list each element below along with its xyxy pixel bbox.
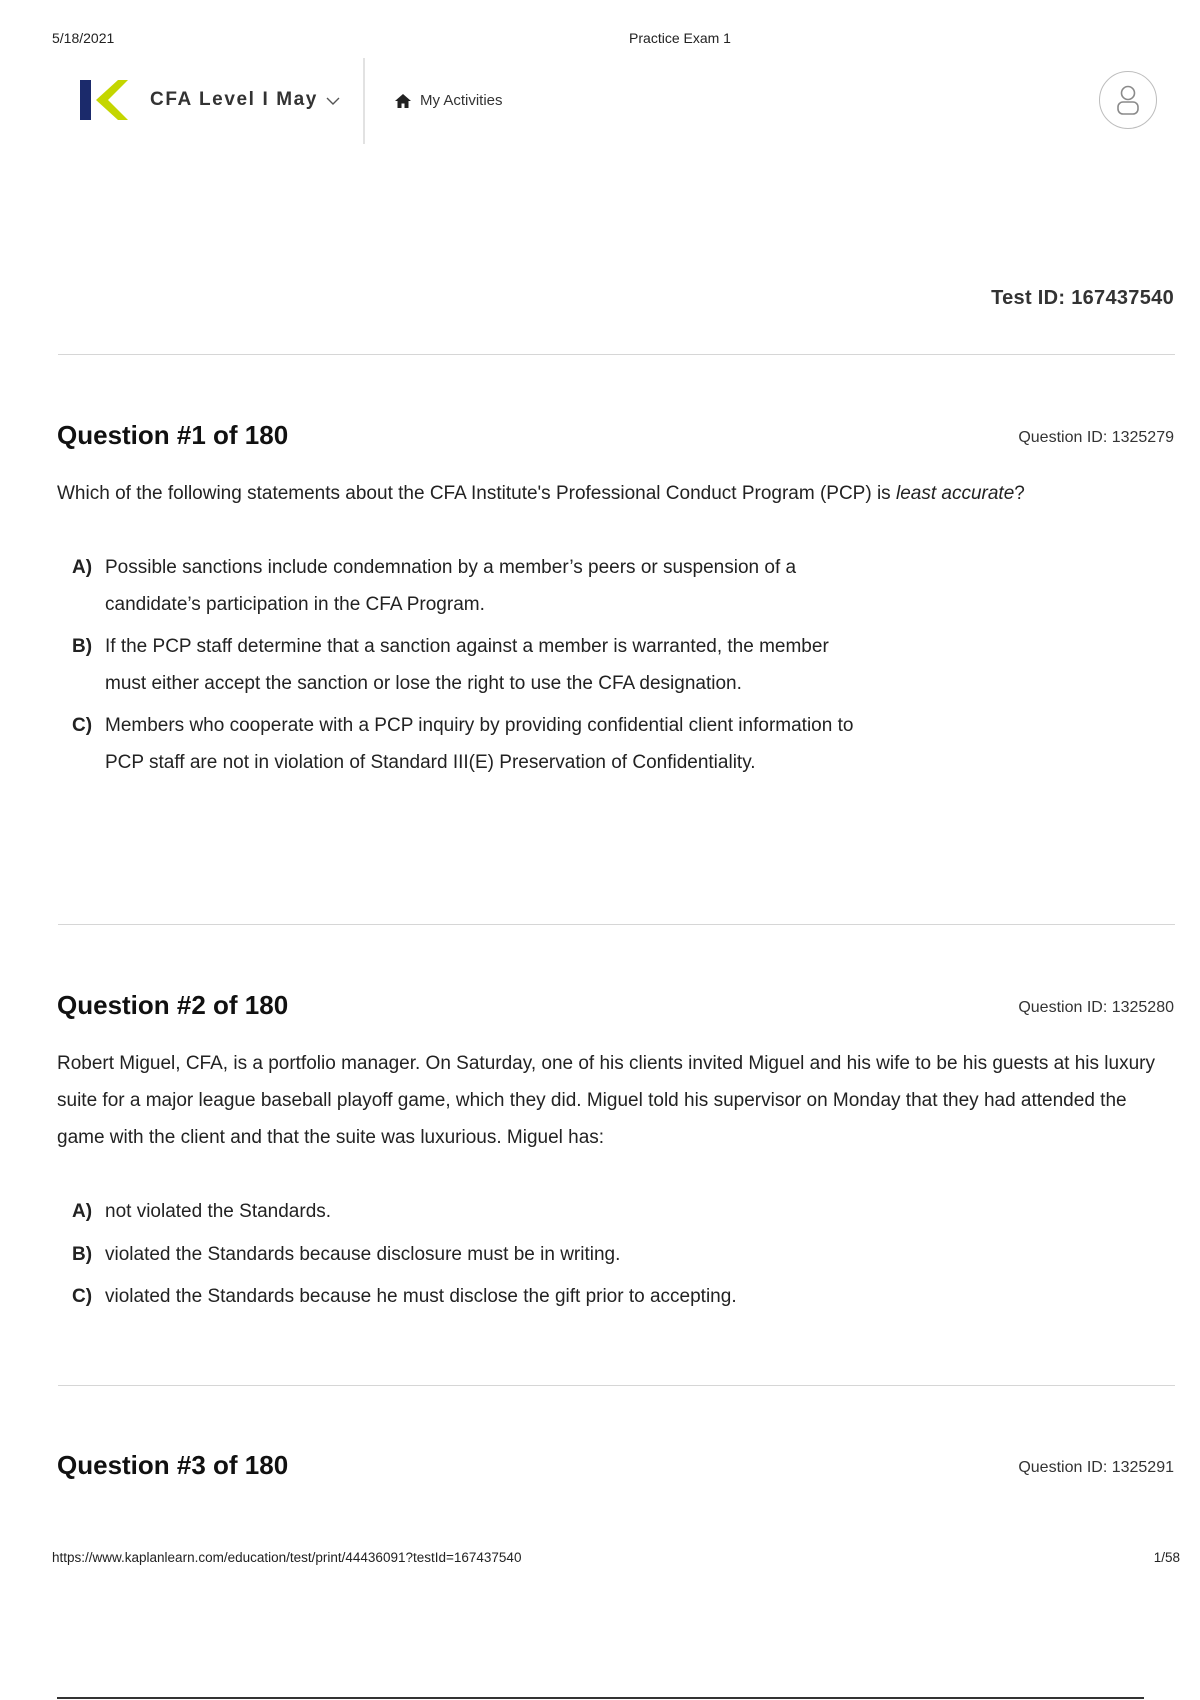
user-icon	[1115, 84, 1141, 116]
page-number: 1/58	[1153, 1550, 1180, 1565]
question-title: Question #2 of 180	[57, 990, 289, 1020]
option-letter: A)	[72, 557, 93, 578]
divider	[58, 924, 1175, 925]
question-title: Question #3 of 180	[57, 1450, 289, 1480]
kaplan-k-logo[interactable]	[80, 78, 128, 122]
question-stem: Robert Miguel, CFA, is a portfolio manager. On Saturday, one of his clients invited Miguel and his wife to be his guests at his luxury suite for a major league baseball playoff game, which they did. Miguel told his supervisor on Monday that they had attended the game with the client and that the suite was luxurious. Miguel has:	[57, 1053, 1155, 1148]
nav-divider	[363, 58, 365, 144]
home-icon	[394, 93, 412, 109]
course-selector[interactable]	[150, 89, 340, 111]
answer-option-b[interactable]	[72, 629, 872, 702]
answer-options	[72, 550, 872, 787]
page-bottom-rule	[57, 1697, 1144, 1699]
my-activities-link[interactable]	[394, 92, 503, 109]
answer-option-c[interactable]	[72, 708, 872, 781]
question-id: Question ID: 1325280	[1018, 999, 1174, 1016]
option-letter: B)	[72, 1243, 93, 1265]
question-stem: Which of the following statements about the CFA Institute's Professional Conduct Program (PCP) is least accurate?	[57, 483, 1025, 504]
option-letter: C)	[72, 1286, 93, 1307]
option-text: If the PCP staff determine that a sanction against a member is warranted, the member must either accept the sanction or lose the right to use the CFA designation.	[105, 636, 829, 694]
print-date: 5/18/2021	[52, 30, 115, 46]
option-text: not violated the Standards.	[105, 1201, 332, 1222]
divider	[58, 1385, 1175, 1386]
question-title: Question #1 of 180	[57, 420, 289, 450]
answer-option-c[interactable]	[72, 1279, 872, 1316]
option-letter: B)	[72, 636, 93, 657]
stem-emphasis: least accurate	[895, 483, 1015, 504]
my-activities-label: My Activities	[420, 92, 503, 109]
chevron-down-icon	[326, 97, 340, 106]
answer-option-a[interactable]	[72, 550, 872, 623]
kaplan-logo-icon	[80, 78, 128, 122]
option-text: Possible sanctions include condemnation by a member’s peers or suspension of a candidate’s participation in the CFA Program.	[105, 557, 797, 615]
print-title: Practice Exam 1	[629, 30, 731, 46]
user-avatar-button[interactable]	[1099, 71, 1157, 129]
answer-option-b[interactable]	[72, 1237, 872, 1274]
question-id: Question ID: 1325291	[1018, 1459, 1174, 1476]
option-text: violated the Standards because he must disclose the gift prior to accepting.	[105, 1286, 737, 1307]
answer-options	[72, 1194, 872, 1322]
option-letter: A)	[72, 1201, 93, 1222]
option-letter: C)	[72, 715, 93, 736]
question-id: Question ID: 1325279	[1018, 429, 1174, 446]
option-text: Members who cooperate with a PCP inquiry by providing confidential client information to PCP staff are not in violation of Standard III(E) Preservation of Confidentiality.	[105, 715, 854, 773]
course-label: CFA Level I May	[150, 89, 318, 110]
option-text: violated the Standards because disclosure must be in writing.	[105, 1243, 621, 1265]
answer-option-a[interactable]	[72, 1194, 872, 1231]
footer-url: https://www.kaplanlearn.com/education/test/print/44436091?testId=167437540	[52, 1550, 522, 1565]
test-id: Test ID: 167437540	[991, 287, 1174, 309]
divider	[58, 354, 1175, 355]
